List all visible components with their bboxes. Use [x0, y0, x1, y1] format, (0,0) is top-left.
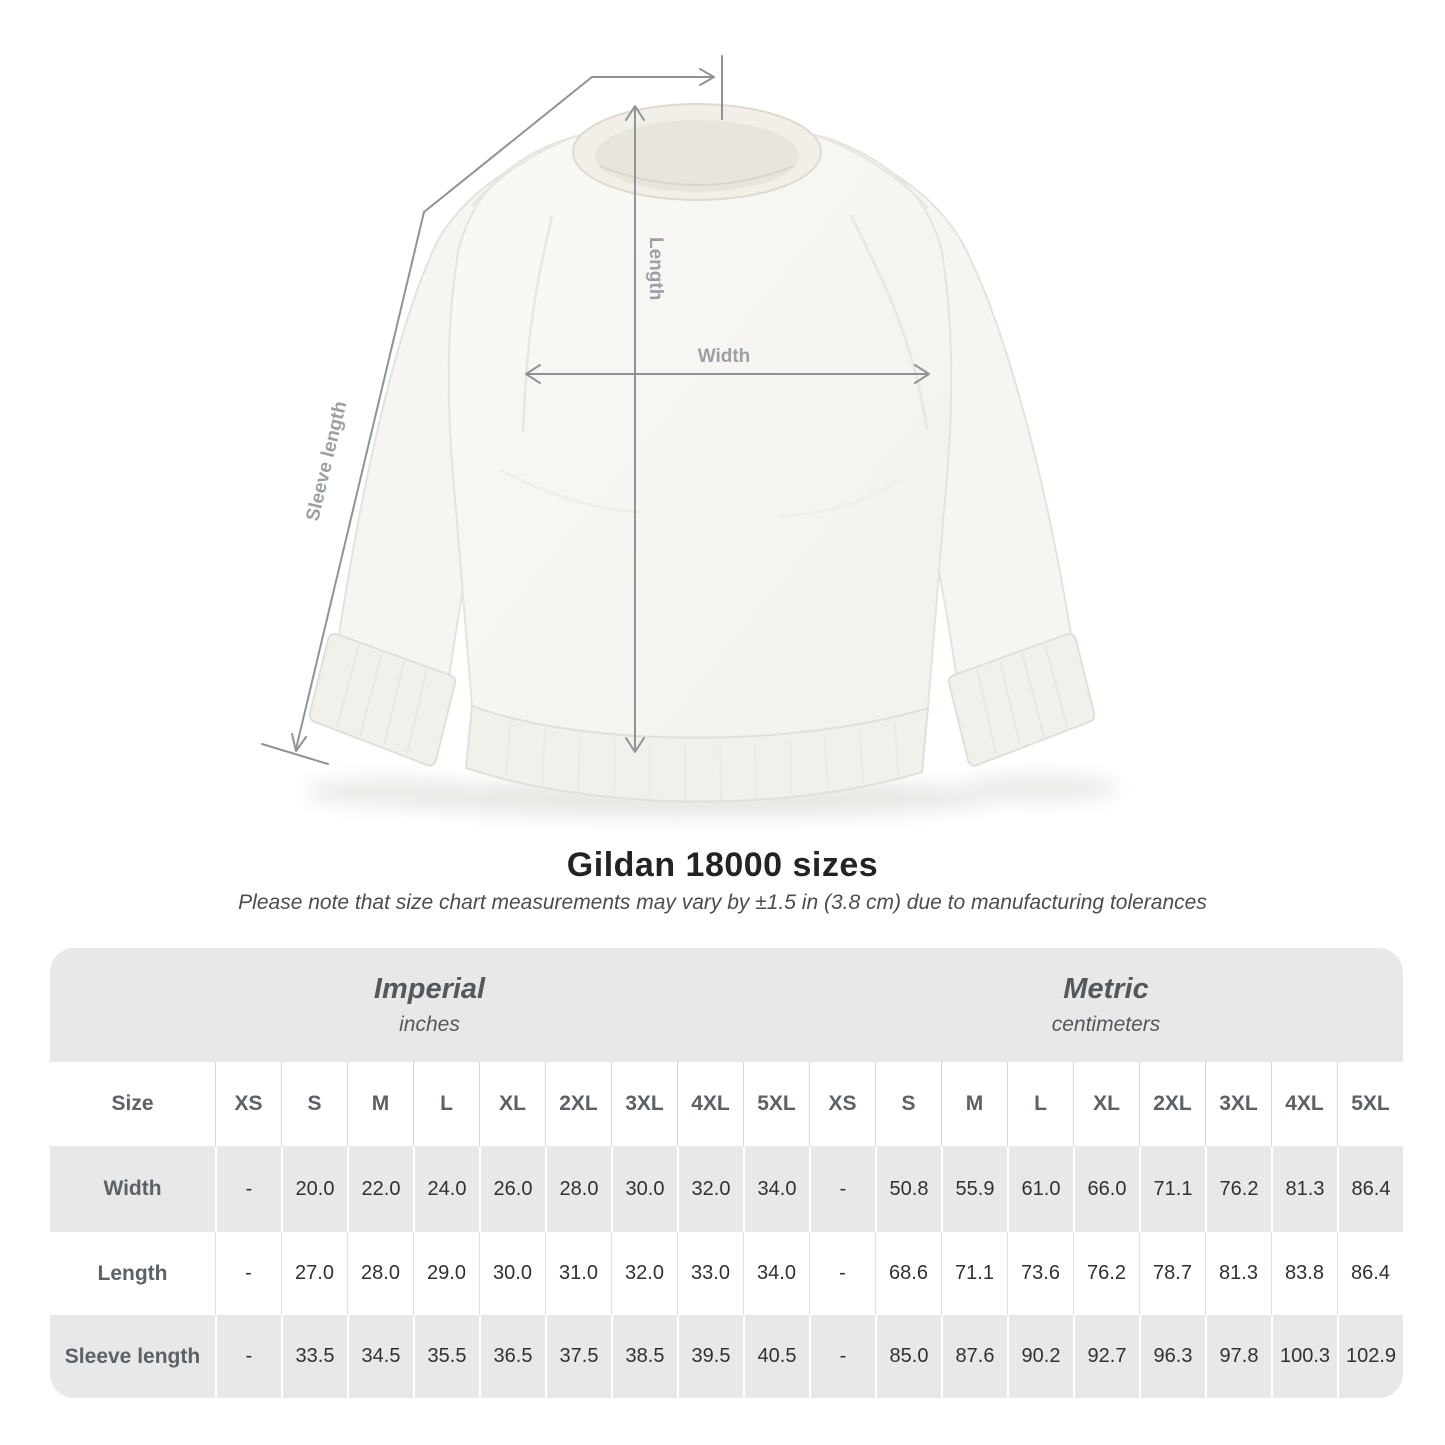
size-col-4xl-imperial: 4XL [677, 1062, 743, 1146]
cell: - [215, 1146, 281, 1232]
cell: 86.4 [1337, 1232, 1403, 1315]
size-col-xl-metric: XL [1073, 1062, 1139, 1146]
cell: 76.2 [1205, 1146, 1271, 1232]
cell: - [809, 1315, 875, 1398]
cell: 35.5 [413, 1315, 479, 1398]
metric-label: Metric [1063, 973, 1149, 1005]
cell: 26.0 [479, 1146, 545, 1232]
imperial-label: Imperial [373, 973, 486, 1005]
size-col-2xl-metric: 2XL [1139, 1062, 1205, 1146]
cell: 66.0 [1073, 1146, 1139, 1232]
cell: 102.9 [1337, 1315, 1403, 1398]
sweatshirt-illustration [305, 104, 1120, 818]
size-header-row [50, 1062, 1403, 1146]
sleeve-length-label: Sleeve length [302, 399, 352, 524]
cell: 85.0 [875, 1315, 941, 1398]
row-header-length: Length [50, 1232, 215, 1315]
cell: 30.0 [611, 1146, 677, 1232]
cell: 97.8 [1205, 1315, 1271, 1398]
collar [573, 104, 821, 200]
metric-unit: centimeters [1051, 1013, 1161, 1036]
cell: 55.9 [941, 1146, 1007, 1232]
cell: - [215, 1232, 281, 1315]
size-col-m-imperial: M [347, 1062, 413, 1146]
imperial-unit: inches [399, 1013, 460, 1036]
size-col-3xl-imperial: 3XL [611, 1062, 677, 1146]
cell: 34.5 [347, 1315, 413, 1398]
cell: 71.1 [1139, 1146, 1205, 1232]
cell: 37.5 [545, 1315, 611, 1398]
size-col-m-metric: M [941, 1062, 1007, 1146]
cell: 29.0 [413, 1232, 479, 1315]
size-column-header: Size [50, 1062, 215, 1146]
size-table [50, 948, 1403, 1398]
cell: 28.0 [347, 1232, 413, 1315]
size-col-l-metric: L [1007, 1062, 1073, 1146]
cell: 30.0 [479, 1232, 545, 1315]
cell: 28.0 [545, 1146, 611, 1232]
cell: 76.2 [1073, 1232, 1139, 1315]
cell: 32.0 [677, 1146, 743, 1232]
cell: 78.7 [1139, 1232, 1205, 1315]
cell: 33.5 [281, 1315, 347, 1398]
cell: 22.0 [347, 1146, 413, 1232]
width-label: Width [697, 346, 751, 367]
size-col-s-imperial: S [281, 1062, 347, 1146]
cell: 33.0 [677, 1232, 743, 1315]
cell: 100.3 [1271, 1315, 1337, 1398]
cell: 36.5 [479, 1315, 545, 1398]
size-col-s-metric: S [875, 1062, 941, 1146]
size-col-2xl-imperial: 2XL [545, 1062, 611, 1146]
size-col-5xl-metric: 5XL [1337, 1062, 1403, 1146]
cell: 83.8 [1271, 1232, 1337, 1315]
cell: - [809, 1146, 875, 1232]
cell: 71.1 [941, 1232, 1007, 1315]
cell: - [809, 1232, 875, 1315]
row-header-width: Width [50, 1146, 215, 1232]
tolerance-note: Please note that size chart measurements may vary by ±1.5 in (3.8 cm) due to manufacturing tolerances [238, 891, 1207, 914]
length-label: Length [645, 237, 666, 301]
imperial-group-header [50, 948, 809, 1062]
cell: 34.0 [743, 1232, 809, 1315]
cell: 61.0 [1007, 1146, 1073, 1232]
size-col-3xl-metric: 3XL [1205, 1062, 1271, 1146]
size-col-xs-metric: XS [809, 1062, 875, 1146]
table-row-width [50, 1146, 1403, 1232]
cell: 73.6 [1007, 1232, 1073, 1315]
cell: 32.0 [611, 1232, 677, 1315]
size-col-4xl-metric: 4XL [1271, 1062, 1337, 1146]
size-col-xl-imperial: XL [479, 1062, 545, 1146]
cell: 31.0 [545, 1232, 611, 1315]
cell: 34.0 [743, 1146, 809, 1232]
cell: 50.8 [875, 1146, 941, 1232]
cell: 40.5 [743, 1315, 809, 1398]
cell: 90.2 [1007, 1315, 1073, 1398]
cell: 92.7 [1073, 1315, 1139, 1398]
cell: 86.4 [1337, 1146, 1403, 1232]
cell: 87.6 [941, 1315, 1007, 1398]
cell: 20.0 [281, 1146, 347, 1232]
cell: 96.3 [1139, 1315, 1205, 1398]
size-col-5xl-imperial: 5XL [743, 1062, 809, 1146]
row-header-sleeve-length: Sleeve length [50, 1315, 215, 1398]
metric-group-header [809, 948, 1403, 1062]
size-col-xs-imperial: XS [215, 1062, 281, 1146]
size-col-l-imperial: L [413, 1062, 479, 1146]
table-row-length [50, 1232, 1403, 1315]
cell: 81.3 [1271, 1146, 1337, 1232]
cell: 81.3 [1205, 1232, 1271, 1315]
cell: 24.0 [413, 1146, 479, 1232]
page-title: Gildan 18000 sizes [566, 846, 879, 884]
cell: 38.5 [611, 1315, 677, 1398]
cell: 27.0 [281, 1232, 347, 1315]
cell: 39.5 [677, 1315, 743, 1398]
cell: - [215, 1315, 281, 1398]
cell: 68.6 [875, 1232, 941, 1315]
table-row-sleeve-length [50, 1315, 1403, 1398]
